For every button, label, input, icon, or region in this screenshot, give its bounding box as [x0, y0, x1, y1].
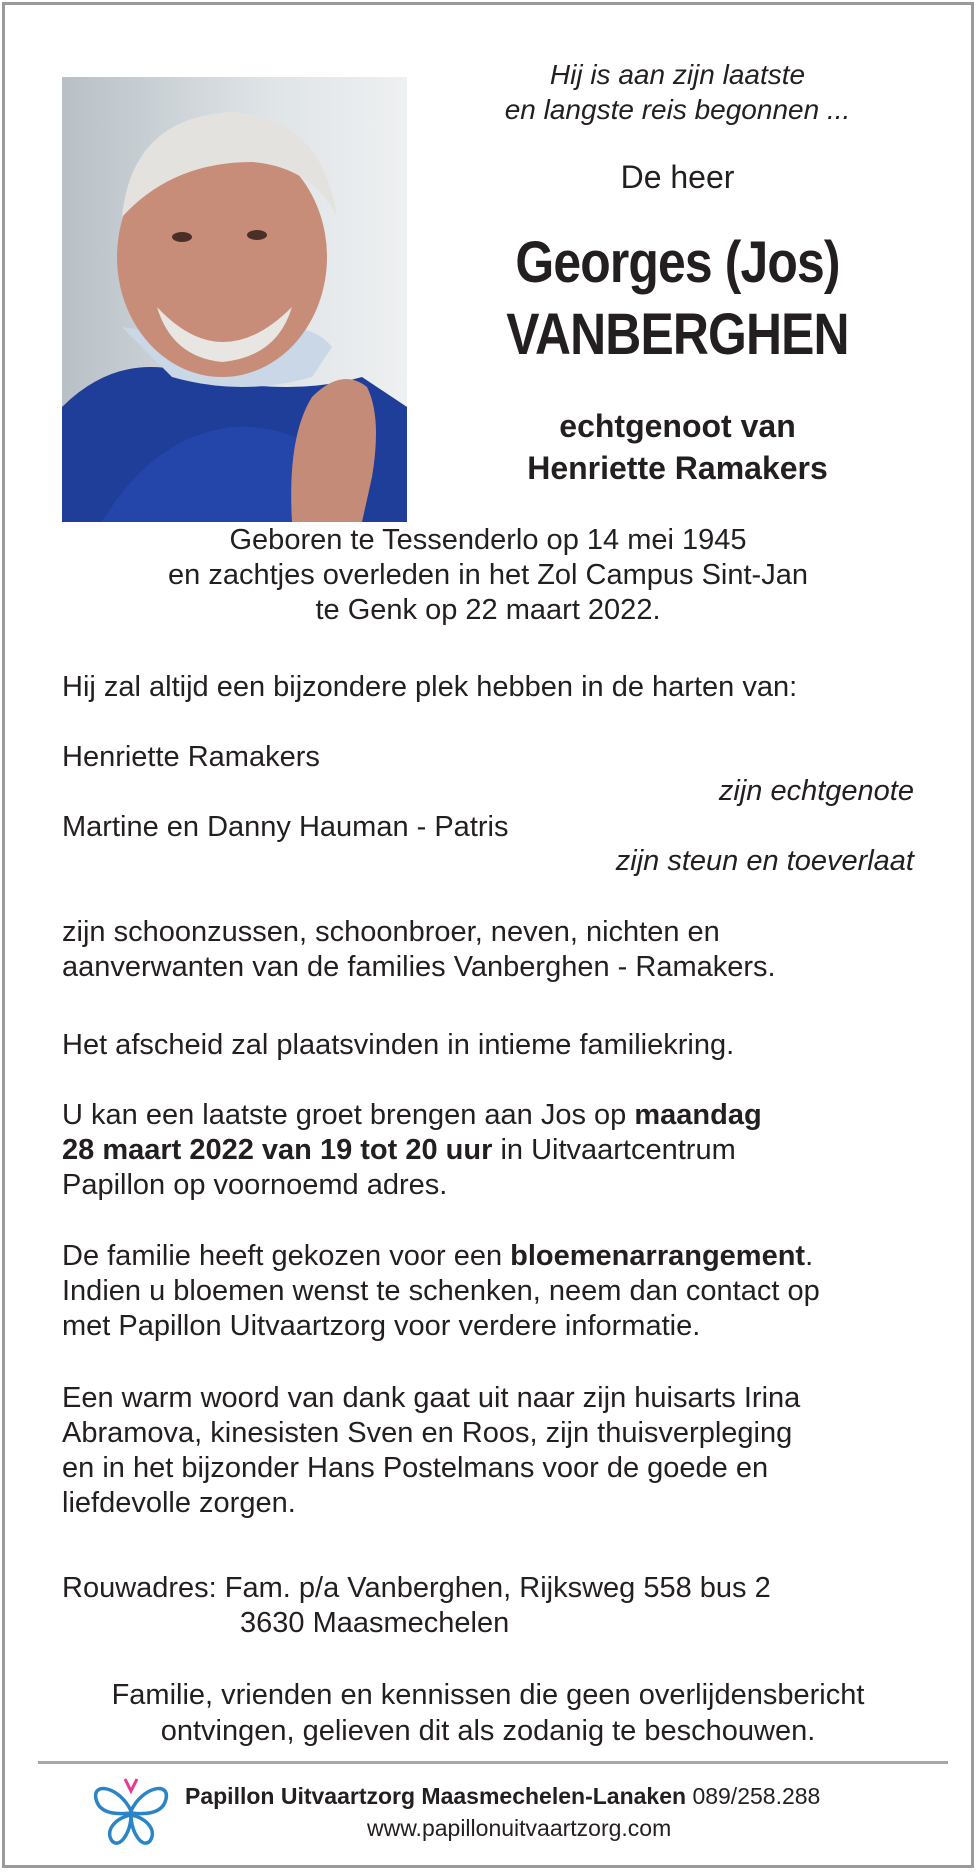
company-name: Papillon Uitvaartzorg Maasmechelen-Lanaken — [185, 1783, 687, 1809]
portrait-photo — [62, 77, 407, 522]
deceased-first-name: Georges (Jos) — [515, 230, 840, 295]
thanks-line-1: Een warm woord van dank gaat uit naar zijn huisarts Irina — [62, 1382, 801, 1414]
visit-post-1: in Uitvaartcentrum — [492, 1134, 736, 1166]
obituary-card — [2, 2, 974, 1868]
visit-day: maandag — [634, 1099, 762, 1131]
flowers-pre: De familie heeft gekozen voor een — [62, 1240, 511, 1272]
spouse-label: echtgenoot van — [559, 408, 796, 444]
flowers-arrangement: bloemenarrangement — [510, 1240, 806, 1272]
company-website[interactable]: www.papillonuitvaartzorg.com — [367, 1815, 672, 1841]
flowers-line-2: Indien u bloemen wenst te schenken, neem dan contact op — [62, 1275, 820, 1307]
deceased-last-name: VANBERGHEN — [506, 302, 849, 367]
born-line-1: Geboren te Tessenderlo op 14 mei 1945 — [229, 524, 747, 556]
intro-quote — [405, 57, 950, 127]
address-line-1: Rouwadres: Fam. p/a Vanberghen, Rijksweg 558 bus 2 — [62, 1572, 771, 1604]
born-line-3: te Genk op 22 maart 2022. — [315, 594, 661, 626]
family-intro: Hij zal altijd een bijzondere plek hebben in de harten van: — [62, 671, 798, 703]
relative-relation-1: zijn echtgenote — [718, 775, 914, 807]
thanks-line-2: Abramova, kinesisten Sven en Roos, zijn thuisverpleging — [62, 1417, 793, 1449]
closing-notice — [5, 1677, 971, 1749]
spouse-name: Henriette Ramakers — [527, 450, 828, 486]
closing-line-1: Familie, vrienden en kennissen die geen overlijdensbericht — [111, 1679, 865, 1711]
extended-family — [62, 915, 942, 985]
visit-datetime: 28 maart 2022 van 19 tot 20 uur — [62, 1134, 493, 1166]
honorific: De heer — [620, 159, 735, 195]
thanks-line-3: en in het bijzonder Hans Postelmans voor de goede en — [62, 1452, 769, 1484]
flowers-notice — [62, 1239, 942, 1344]
thanks-notice — [62, 1381, 942, 1521]
company-phone[interactable]: 089/258.288 — [692, 1783, 821, 1809]
deceased-name — [443, 227, 912, 371]
extended-line-2: aanverwanten van de families Vanberghen - Ramakers. — [62, 951, 776, 983]
address-line-2: 3630 Maasmechelen — [240, 1607, 510, 1639]
relative-name-1: Henriette Ramakers — [62, 741, 320, 773]
visit-notice — [62, 1098, 942, 1203]
relative-name-2: Martine en Danny Hauman - Patris — [62, 811, 509, 843]
spouse-info — [405, 405, 950, 489]
footer-company — [185, 1783, 820, 1810]
flowers-line-3: met Papillon Uitvaartzorg voor verdere informatie. — [62, 1310, 701, 1342]
visit-pre: U kan een laatste groet brengen aan Jos op — [62, 1099, 635, 1131]
mourning-address — [62, 1571, 942, 1641]
footer-divider — [38, 1761, 948, 1764]
farewell-notice: Het afscheid zal plaatsvinden in intieme familiekring. — [62, 1029, 735, 1061]
closing-line-2: ontvingen, gelieven dit als zodanig te beschouwen. — [160, 1715, 816, 1747]
flowers-post: . — [805, 1240, 814, 1272]
relative-relation-2: zijn steun en toeverlaat — [615, 845, 914, 877]
butterfly-logo-icon — [90, 1777, 172, 1849]
extended-line-1: zijn schoonzussen, schoonbroer, neven, nichten en — [62, 916, 720, 948]
intro-line-2: en langste reis begonnen ... — [504, 94, 851, 125]
intro-line-1: Hij is aan zijn laatste — [549, 59, 806, 90]
thanks-line-4: liefdevolle zorgen. — [62, 1487, 296, 1519]
visit-post-2: Papillon op voornoemd adres. — [62, 1169, 448, 1201]
born-line-2: en zachtjes overleden in het Zol Campus Sint-Jan — [168, 559, 808, 591]
birth-death-info — [5, 523, 971, 628]
